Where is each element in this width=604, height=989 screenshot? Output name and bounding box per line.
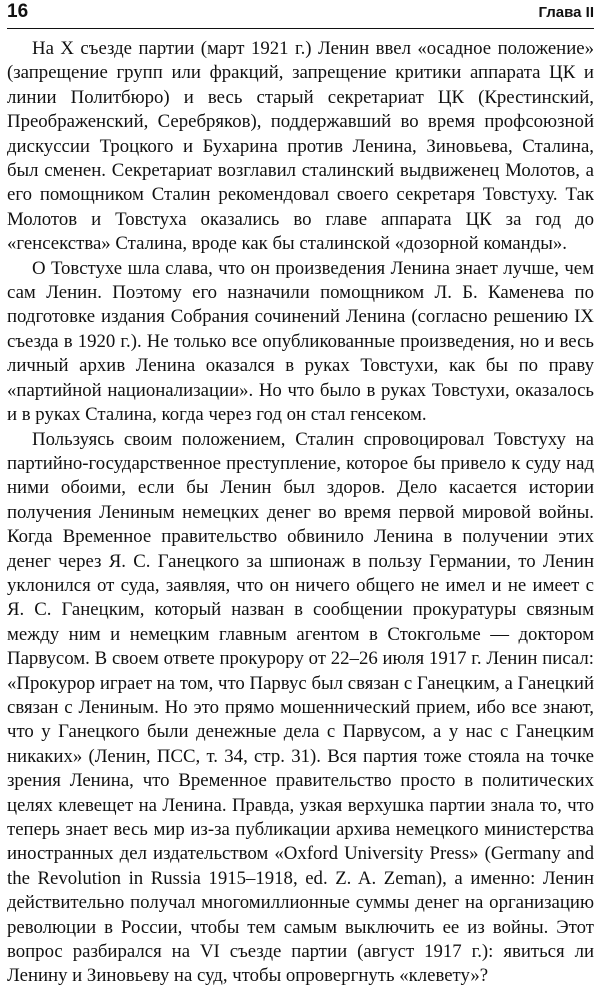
paragraph: Пользуясь своим положением, Сталин спровоцировал Товстуху на партийно-государственное преступление, которое бы привело к суду над ними обоими, если бы Ленин был здоров. Дело касается истории получения Лениным немецких денег во время первой мировой войны. Когда Временное правительство обвинило Ленина в получении этих денег через Я. С. Ганецкого за шпионаж в пользу Германии, то Ленин уклонился от суда, заявляя, что он ничего общего не имел и не имеет с Я. С. Ганецким, который назван в сообщении прокуратуры связным между ним и немецким главным агентом в Стокгольме — доктором Парвусом. В своем ответе прокурору от 22–26 июля 1917 г. Ленин писал: «Прокурор играет на том, что Парвус был связан с Ганецким, а Ганецкий связан с Лениным. Но это прямо мошеннический прием, ибо все знают, что у Ганецкого были денежные дела с Парвусом, а у нас с Ганецким никаких» (Ленин, ПСС, т. 34, стр. 31). Вся партия тоже стояла на точке зрения Ленина, что Временное правительство просто в политических целях клевещет на Ленина. Правда, узкая верхушка партии знала то, что теперь знает весь мир из-за публикации архива немецкого министерства иностранных дел издательством «Oxford University Press» (Germany and the Revolution in Russia 1915–1918, ed. Z. A. Zeman), а именно: Ленин действительно получал многомиллионные суммы денег на организацию революции в России, чтобы тем самым выключить ее из войны. Этот вопрос разбирался на VI съезде партии (август 1917 г.): явиться ли Ленину и Зиновьеву на суд, чтобы опровергнуть «клевету»?: [7, 428, 594, 987]
chapter-title: Глава II: [538, 4, 594, 21]
running-header: [7, 0, 594, 29]
paragraph: О Товстухе шла слава, что он произведения Ленина знает лучше, чем сам Ленин. Поэтому его назначили помощником Л. Б. Каменева по подготовке издания Собрания сочинений Ленина (согласно решению IX съезда в 1920 г.). Не только все опубликованные произведения, но и весь личный архив Ленина оказался в руках Товстухи, как бы по праву «партийной национализации». Но что было в руках Товстухи, оказалось и в руках Сталина, когда через год он стал генсеком.: [7, 257, 594, 426]
page-number: 16: [7, 1, 29, 22]
paragraph: На X съезде партии (март 1921 г.) Ленин ввел «осадное положение» (запрещение групп или фракций, запрещение критики аппарата ЦК и линии Политбюро) и весь старый секретариат ЦК (Крестинский, Преображенский, Серебряков), поддержавший во время профсоюзной дискуссии Троцкого и Бухарина против Ленина, Зиновьева, Сталина, был сменен. Секретариат возглавил сталинский выдвиженец Молотов, а его помощником Сталин рекомендовал своего секретаря Товстуху. Так Молотов и Товстуха оказались во главе аппарата ЦК за год до «генсекства» Сталина, вроде как бы сталинской «дозорной команды».: [7, 38, 594, 255]
body-text: [7, 37, 594, 989]
